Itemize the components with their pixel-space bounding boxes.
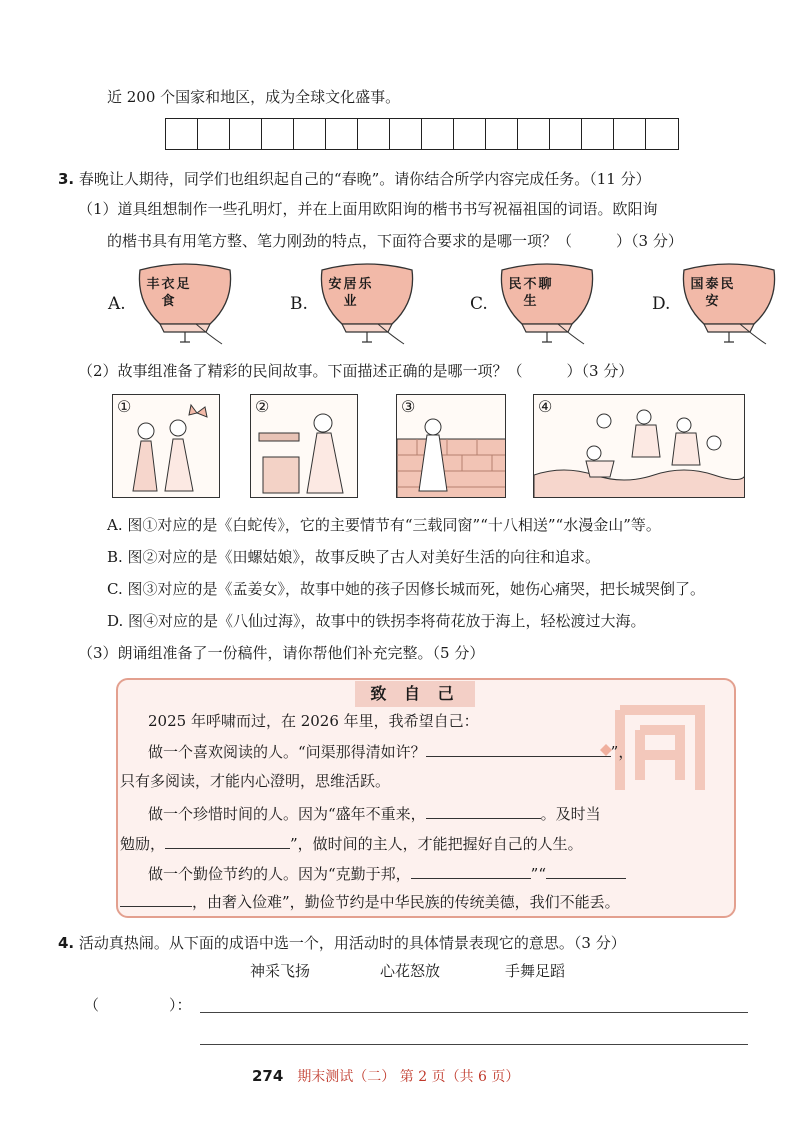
letter-line-1: 2025 年呼啸而过，在 2026 年里，我希望自己： — [148, 712, 479, 730]
grid-cell[interactable] — [390, 119, 422, 149]
answer-prefix — [84, 994, 192, 1016]
letter-text: 。及时当 — [540, 805, 601, 823]
page-number: 274 — [252, 1067, 284, 1085]
lantern-text: 安居乐业 — [328, 277, 374, 309]
grid-cell[interactable] — [646, 119, 678, 149]
answer-line-1[interactable] — [200, 1012, 748, 1013]
grid-cell[interactable] — [358, 119, 390, 149]
option-letter: C. — [470, 294, 488, 314]
letter-text: ，由奢入俭难”，勤俭节约是中华民族的传统美德，我们不能丢。 — [192, 893, 620, 911]
sub2-line — [78, 360, 633, 382]
grid-cell[interactable] — [294, 119, 326, 149]
grid-cell[interactable] — [198, 119, 230, 149]
letter-line-7 — [120, 890, 620, 913]
fill-blank[interactable] — [426, 802, 541, 819]
sub2-option-a[interactable]: A. 图①对应的是《白蛇传》，它的主要情节有“三载同窗”“十八相送”“水漫金山”等。 — [107, 516, 661, 534]
answer-line-2[interactable] — [200, 1044, 748, 1045]
letter-text: 做一个珍惜时间的人。因为“盛年不重来， — [148, 805, 426, 823]
option-b[interactable] — [290, 262, 440, 352]
grid-cell[interactable] — [454, 119, 486, 149]
letter-text: ”，做时间的主人，才能把握好自己的人生。 — [290, 835, 583, 853]
option-c[interactable] — [470, 262, 620, 352]
letter-text: ”， — [610, 743, 634, 761]
story-picture-1 — [112, 394, 220, 498]
lantern-text: 民不聊生 — [508, 277, 554, 309]
sub1-score: ）（3 分） — [616, 232, 683, 250]
letter-text: 做一个喜欢阅读的人。“问渠那得清如许？ — [148, 743, 426, 761]
sub2-option-d[interactable]: D. 图④对应的是《八仙过海》，故事中的铁拐李将荷花放于海上，轻松渡过大海。 — [107, 612, 646, 630]
grid-cell[interactable] — [326, 119, 358, 149]
grid-cell[interactable] — [614, 119, 646, 149]
sub2-question: （2）故事组准备了精彩的民间故事。下面描述正确的是哪一项？（ — [78, 362, 523, 380]
grid-cell[interactable] — [486, 119, 518, 149]
footer-text: 期末测试（二） 第 2 页（共 6 页） — [297, 1069, 520, 1085]
question-4 — [58, 932, 626, 954]
intro-line: 近 200 个国家和地区，成为全球文化盛事。 — [107, 88, 401, 106]
fill-blank[interactable] — [546, 862, 626, 879]
fill-blank[interactable] — [426, 740, 611, 757]
writing-grid[interactable] — [165, 118, 679, 150]
picture-number: ③ — [401, 397, 416, 416]
letter-line-6 — [148, 862, 626, 885]
grid-cell[interactable] — [582, 119, 614, 149]
paren-open: （ — [84, 996, 100, 1014]
grid-cell[interactable] — [550, 119, 582, 149]
grid-cell[interactable] — [518, 119, 550, 149]
picture-number: ④ — [538, 397, 553, 416]
option-d[interactable] — [652, 262, 800, 352]
lantern-text: 丰衣足食 — [146, 277, 192, 309]
fill-blank[interactable] — [165, 832, 290, 849]
grid-cell[interactable] — [262, 119, 294, 149]
story-picture-2 — [250, 394, 358, 498]
picture-number: ① — [117, 397, 132, 416]
letter-text: 做一个勤俭节约的人。因为“克勤于邦， — [148, 865, 411, 883]
letter-title: 致 自 己 — [355, 681, 475, 707]
option-letter: B. — [290, 294, 308, 314]
page-footer — [252, 1066, 519, 1086]
question-number: 3. — [58, 170, 75, 188]
sub1-line2 — [107, 230, 683, 252]
letter-text: ”“ — [530, 865, 547, 883]
sub2-option-c[interactable]: C. 图③对应的是《孟姜女》，故事中她的孩子因修长城而死，她伤心痛哭，把长城哭倒了。 — [107, 580, 705, 598]
option-a[interactable] — [108, 262, 258, 352]
story-picture-4 — [533, 394, 745, 498]
sub2-score: ）（3 分） — [566, 362, 634, 380]
question-number: 4. — [58, 934, 75, 952]
paren-close: ）： — [169, 996, 192, 1014]
letter-line-5 — [120, 832, 583, 855]
letter-text: 勉励， — [120, 835, 166, 853]
grid-cell[interactable] — [230, 119, 262, 149]
sub1-question: 的楷书具有用笔方整、笔力刚劲的特点，下面符合要求的是哪一项？（ — [107, 232, 573, 250]
idiom-1: 神采飞扬 — [250, 962, 311, 980]
eight-immortals-illustration — [534, 395, 745, 498]
letter-line-3: 只有多阅读，才能内心澄明，思维活跃。 — [120, 772, 391, 790]
picture-number: ② — [255, 397, 270, 416]
sub1-line1: （1）道具组想制作一些孔明灯，并在上面用欧阳询的楷书书写祝福祖国的词语。欧阳询 — [78, 200, 658, 218]
grid-cell[interactable] — [166, 119, 198, 149]
question-3 — [58, 168, 651, 190]
sub3-line: （3）朗诵组准备了一份稿件，请你帮他们补充完整。（5 分） — [78, 644, 485, 662]
sub2-option-b[interactable]: B. 图②对应的是《田螺姑娘》，故事反映了古人对美好生活的向往和追求。 — [107, 548, 601, 566]
letter-line-2 — [148, 740, 633, 763]
idiom-3: 手舞足蹈 — [505, 962, 566, 980]
lantern-text: 国泰民安 — [690, 277, 736, 309]
option-letter: A. — [108, 294, 126, 314]
fill-blank[interactable] — [120, 890, 192, 907]
question-text: 春晚让人期待，同学们也组织起自己的“春晚”。请你结合所学内容完成任务。（11 分） — [78, 170, 651, 188]
question-text: 活动真热闹。从下面的成语中选一个，用活动时的具体情景表现它的意思。（3 分） — [78, 934, 626, 952]
fill-blank[interactable] — [411, 862, 531, 879]
idiom-2: 心花怒放 — [380, 962, 441, 980]
grid-cell[interactable] — [422, 119, 454, 149]
letter-line-4 — [148, 802, 601, 825]
option-letter: D. — [652, 294, 671, 314]
story-picture-3 — [396, 394, 506, 498]
